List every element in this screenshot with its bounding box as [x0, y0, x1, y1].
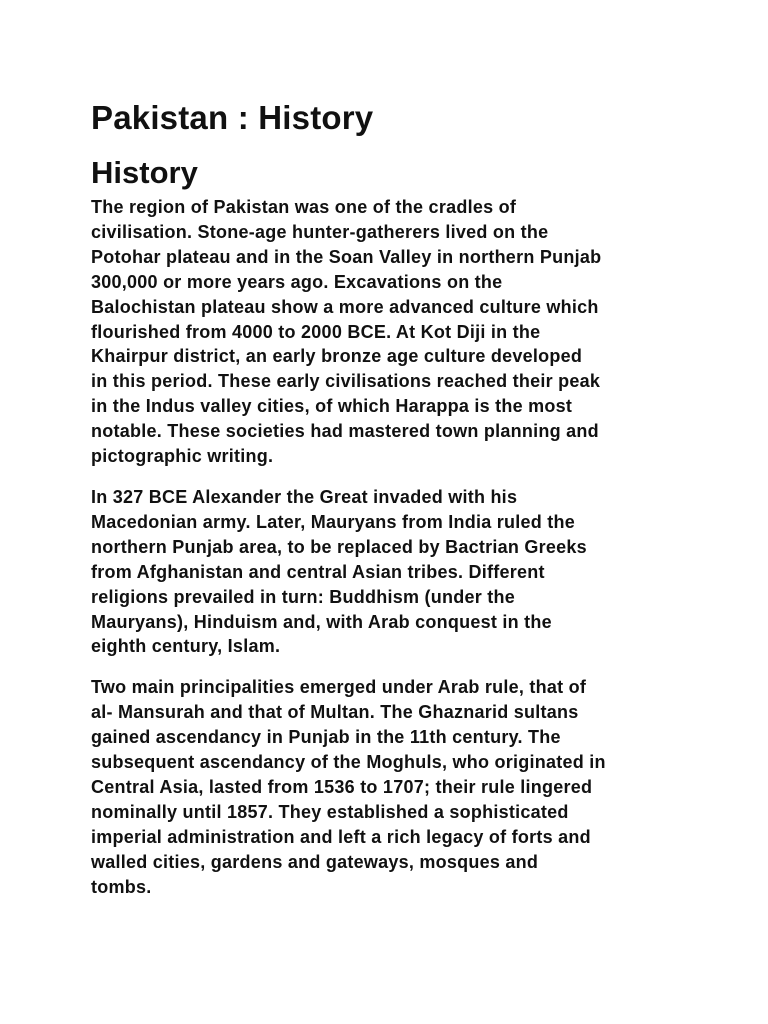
paragraph-line: gained ascendancy in Punjab in the 11th century. The	[91, 727, 561, 748]
paragraph-ancient-rule	[91, 485, 691, 659]
document-page	[91, 96, 691, 915]
paragraph-line: Khairpur district, an early bronze age culture developed	[91, 346, 583, 367]
paragraph-line: 300,000 or more years ago. Excavations on the	[91, 271, 503, 292]
paragraph-line: in the Indus valley cities, of which Harappa is the most	[91, 396, 573, 417]
paragraph-line: imperial administration and left a rich legacy of forts and	[91, 826, 591, 847]
paragraph-medieval-rule	[91, 675, 691, 899]
paragraph-line: pictographic writing.	[91, 446, 274, 467]
paragraph-line: northern Punjab area, to be replaced by Bactrian Greeks	[91, 536, 587, 557]
paragraph-line: al- Mansurah and that of Multan. The Ghaznarid sultans	[91, 702, 579, 723]
paragraph-line: notable. These societies had mastered town planning and	[91, 421, 599, 442]
paragraph-line: flourished from 4000 to 2000 BCE. At Kot Diji in the	[91, 321, 541, 342]
paragraph-line: Balochistan plateau show a more advanced culture which	[91, 296, 599, 317]
paragraph-line: Two main principalities emerged under Arab rule, that of	[91, 677, 587, 698]
paragraph-line: The region of Pakistan was one of the cradles of	[91, 197, 517, 217]
paragraph-line: walled cities, gardens and gateways, mosques and	[91, 851, 539, 872]
paragraph-line: in this period. These early civilisations reached their peak	[91, 371, 601, 392]
paragraph-line: tombs.	[91, 876, 152, 897]
paragraph-prehistory	[91, 195, 691, 469]
page-title: Pakistan : History	[91, 99, 374, 136]
paragraph-line: Macedonian army. Later, Mauryans from India ruled the	[91, 511, 576, 532]
section-heading: History	[91, 155, 198, 190]
paragraph-line: eighth century, Islam.	[91, 636, 281, 657]
paragraph-line: religions prevailed in turn: Buddhism (under the	[91, 586, 516, 607]
paragraph-line: In 327 BCE Alexander the Great invaded with his	[91, 486, 518, 507]
paragraph-line: Mauryans), Hinduism and, with Arab conquest in the	[91, 611, 552, 632]
paragraph-line: civilisation. Stone-age hunter-gatherers lived on the	[91, 221, 549, 242]
paragraph-line: Central Asia, lasted from 1536 to 1707; their rule lingered	[91, 776, 593, 797]
paragraph-line: nominally until 1857. They established a sophisticated	[91, 801, 569, 822]
paragraph-line: Potohar plateau and in the Soan Valley in northern Punjab	[91, 246, 602, 267]
paragraph-line: subsequent ascendancy of the Moghuls, who originated in	[91, 752, 606, 773]
paragraph-line: from Afghanistan and central Asian tribes. Different	[91, 561, 545, 582]
